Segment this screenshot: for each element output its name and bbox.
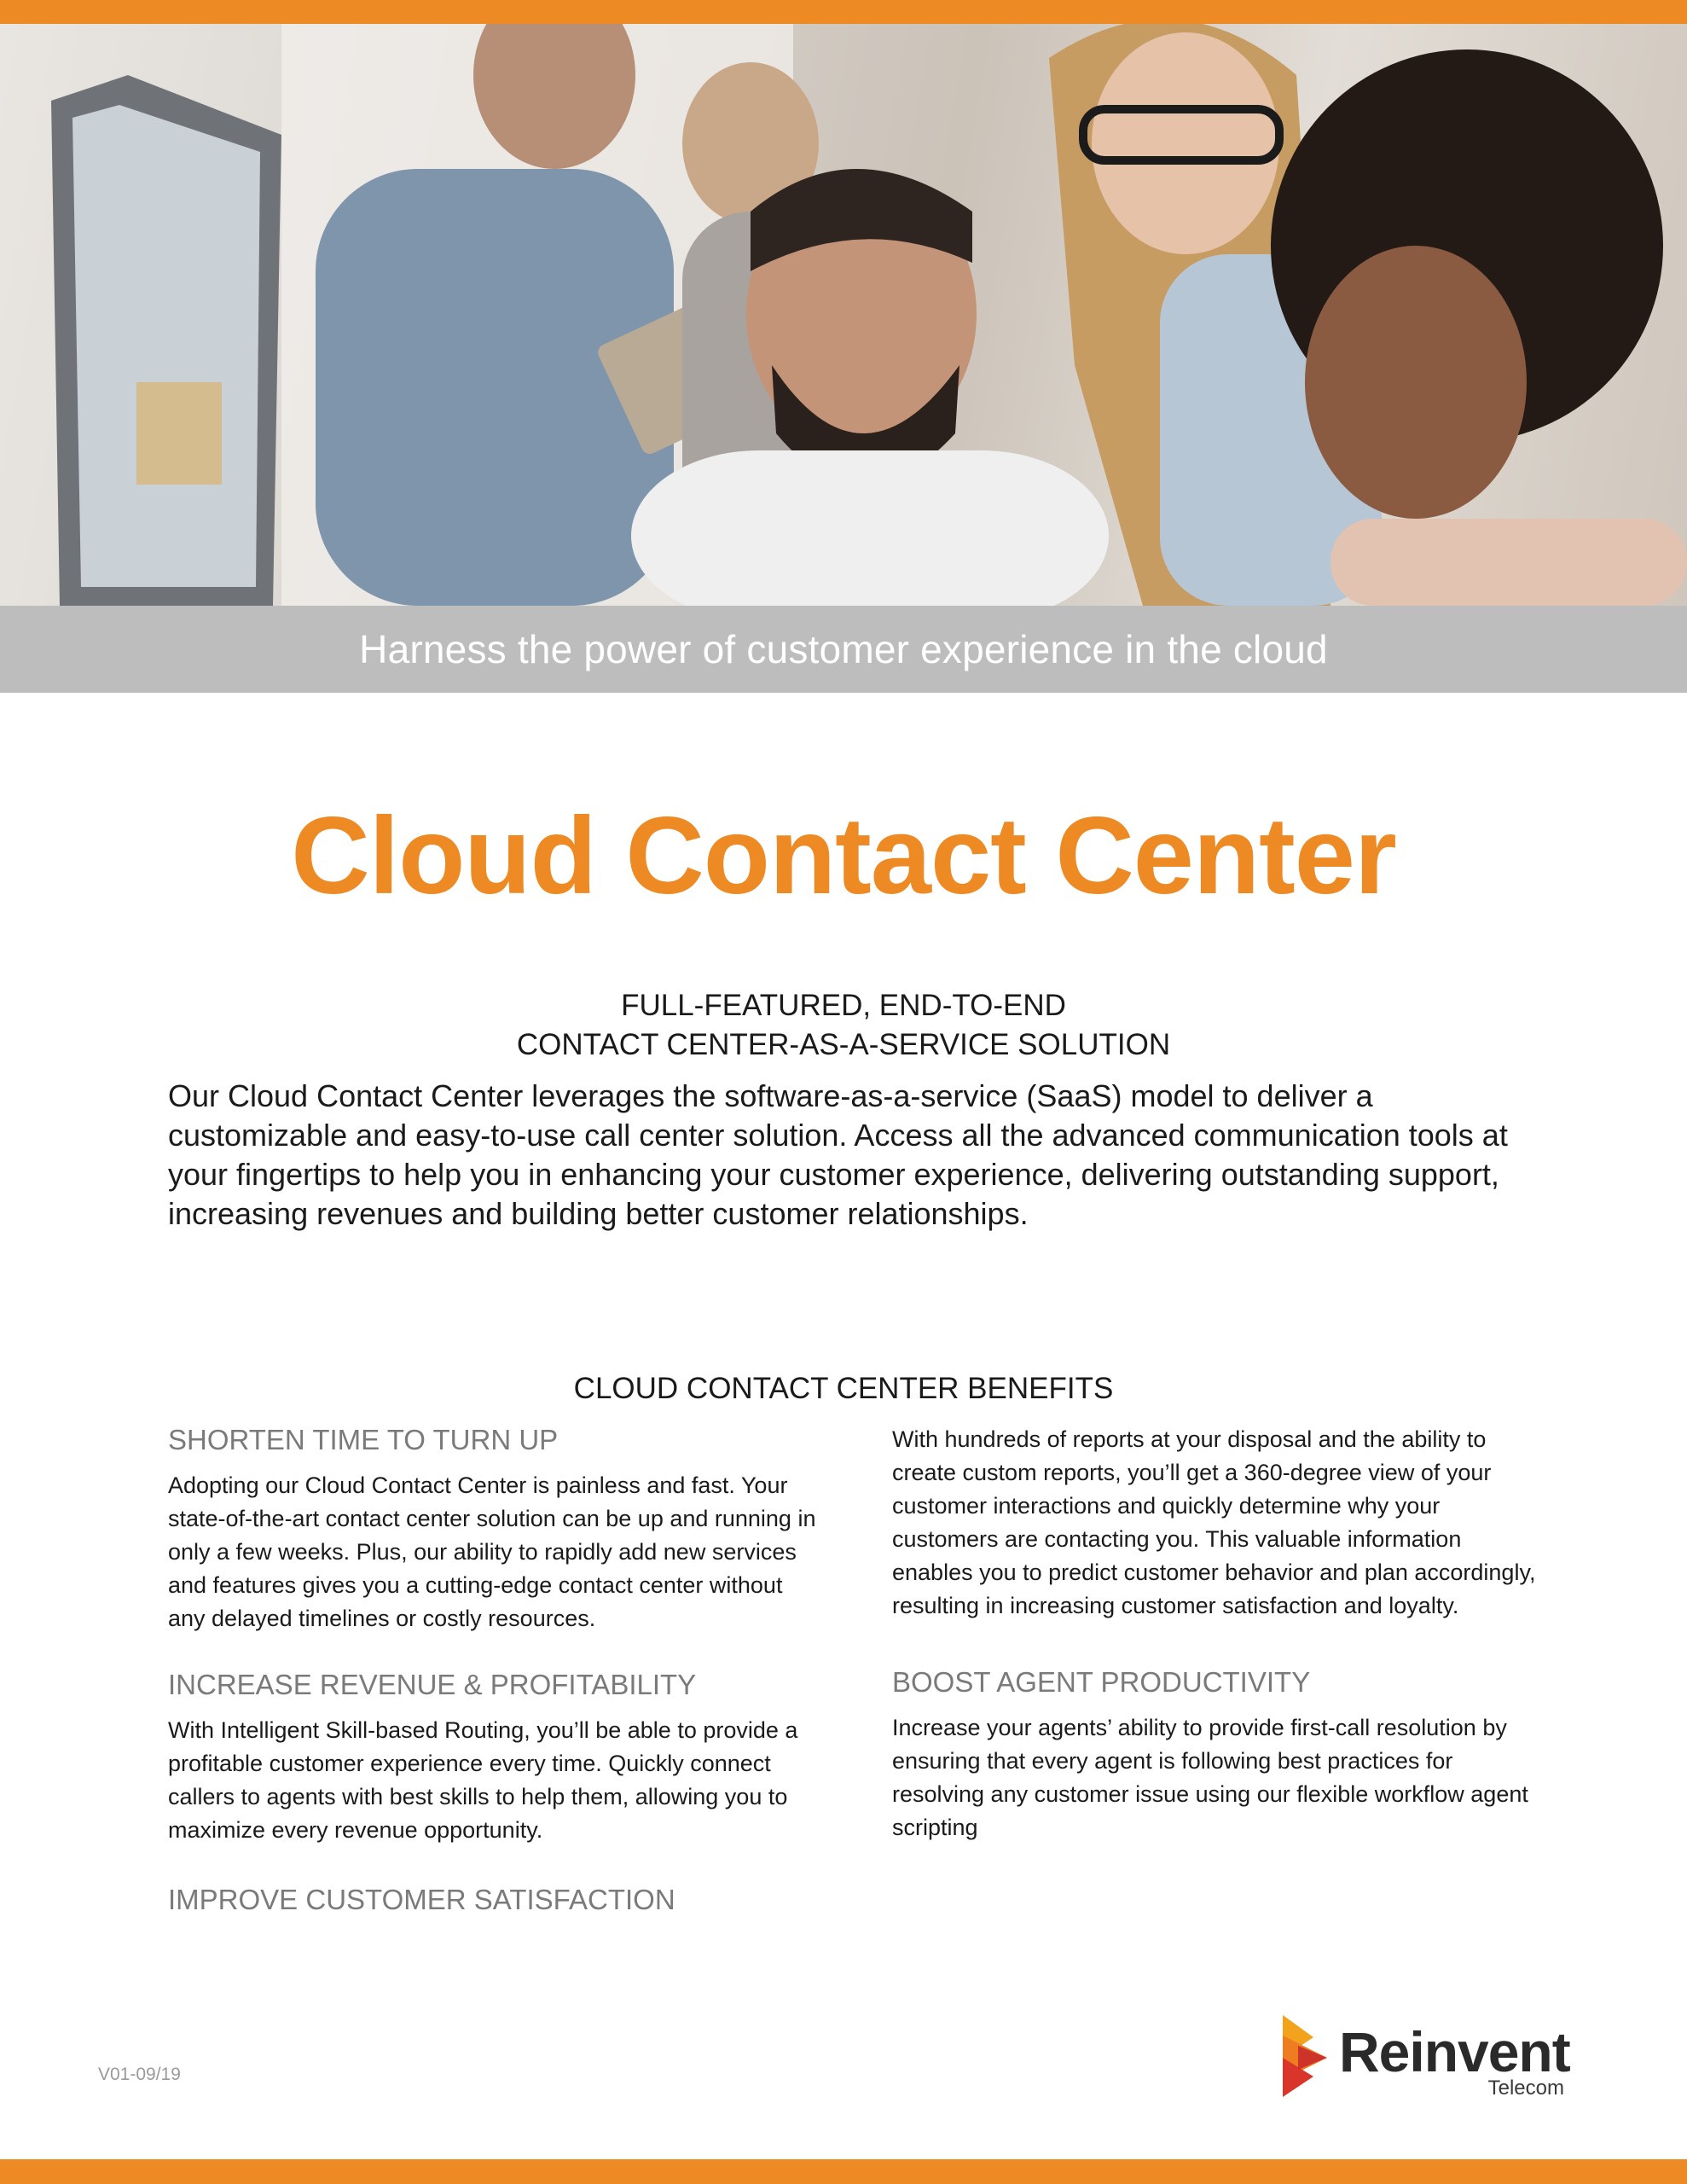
hero-photo-illustration [0, 24, 1687, 606]
benefit-heading-customer-satisfaction: IMPROVE CUSTOMER SATISFACTION [168, 1884, 675, 1915]
benefit-heading-agent-productivity: BOOST AGENT PRODUCTIVITY [892, 1666, 1311, 1698]
benefit-text-shorten-time: Adopting our Cloud Contact Center is painless and fast. Your state-of-the-art contact center solution can be up and running in only a few weeks. Plus, our ability to rapidly add new services and features gives you a cutting-edge contact center without any delayed timelines or costly resources. [168, 1472, 816, 1631]
benefit-text-increase-revenue: With Intelligent Skill-based Routing, you’ll be able to provide a profitable customer experience every time. Quickly connect callers to agents with best skills to help them, allowing you to maximize every revenue opportunity. [168, 1717, 798, 1843]
tagline-band [0, 606, 1687, 693]
bottom-accent-bar [0, 2159, 1687, 2184]
benefits-left-column [168, 1421, 816, 1919]
benefits-right-column [892, 1423, 1540, 1844]
benefit-text-customer-satisfaction: With hundreds of reports at your disposal and the ability to create custom reports, you’ll get a 360-degree view of your customer interactions and quickly determine why your customers are contacting you. This valuable information enables you to predict customer behavior and plan accordingly, resulting in increasing customer satisfaction and loyalty. [892, 1426, 1536, 1618]
benefits-title: CLOUD CONTACT CENTER BENEFITS [573, 1372, 1114, 1405]
top-accent-bar [0, 0, 1687, 24]
logo-wordmark: Reinvent [1339, 2020, 1570, 2083]
page-title: Cloud Contact Center [291, 795, 1396, 917]
hero-photo [0, 24, 1687, 606]
version-label: V01-09/19 [98, 2065, 181, 2084]
subheading-line-1: FULL-FEATURED, END-TO-END [621, 989, 1066, 1022]
logo-mark-icon [1279, 2015, 1330, 2097]
company-logo [1279, 2013, 1569, 2107]
subheading [0, 986, 1687, 1065]
hero-tagline: Harness the power of customer experience in the cloud [359, 627, 1328, 671]
intro-paragraph: Our Cloud Contact Center leverages the software-as-a-service (SaaS) model to deliver a customizable and easy-to-use call center solution. Access all the advanced communication tools at your fingertips to help you in enhancing your customer experience, delivering outstanding support, increasing revenues and building better customer relationships. [168, 1078, 1508, 1231]
benefit-heading-shorten-time: SHORTEN TIME TO TURN UP [168, 1424, 559, 1455]
logo-subtext: Telecom [1487, 2077, 1564, 2100]
benefit-text-agent-productivity: Increase your agents’ ability to provide first-call resolution by ensuring that every agent is following best practices for resolving any customer issue using our flexible workflow agent scripting [892, 1715, 1528, 1840]
benefit-heading-increase-revenue: INCREASE REVENUE & PROFITABILITY [168, 1669, 697, 1700]
subheading-line-2: CONTACT CENTER-AS-A-SERVICE SOLUTION [516, 1028, 1171, 1061]
